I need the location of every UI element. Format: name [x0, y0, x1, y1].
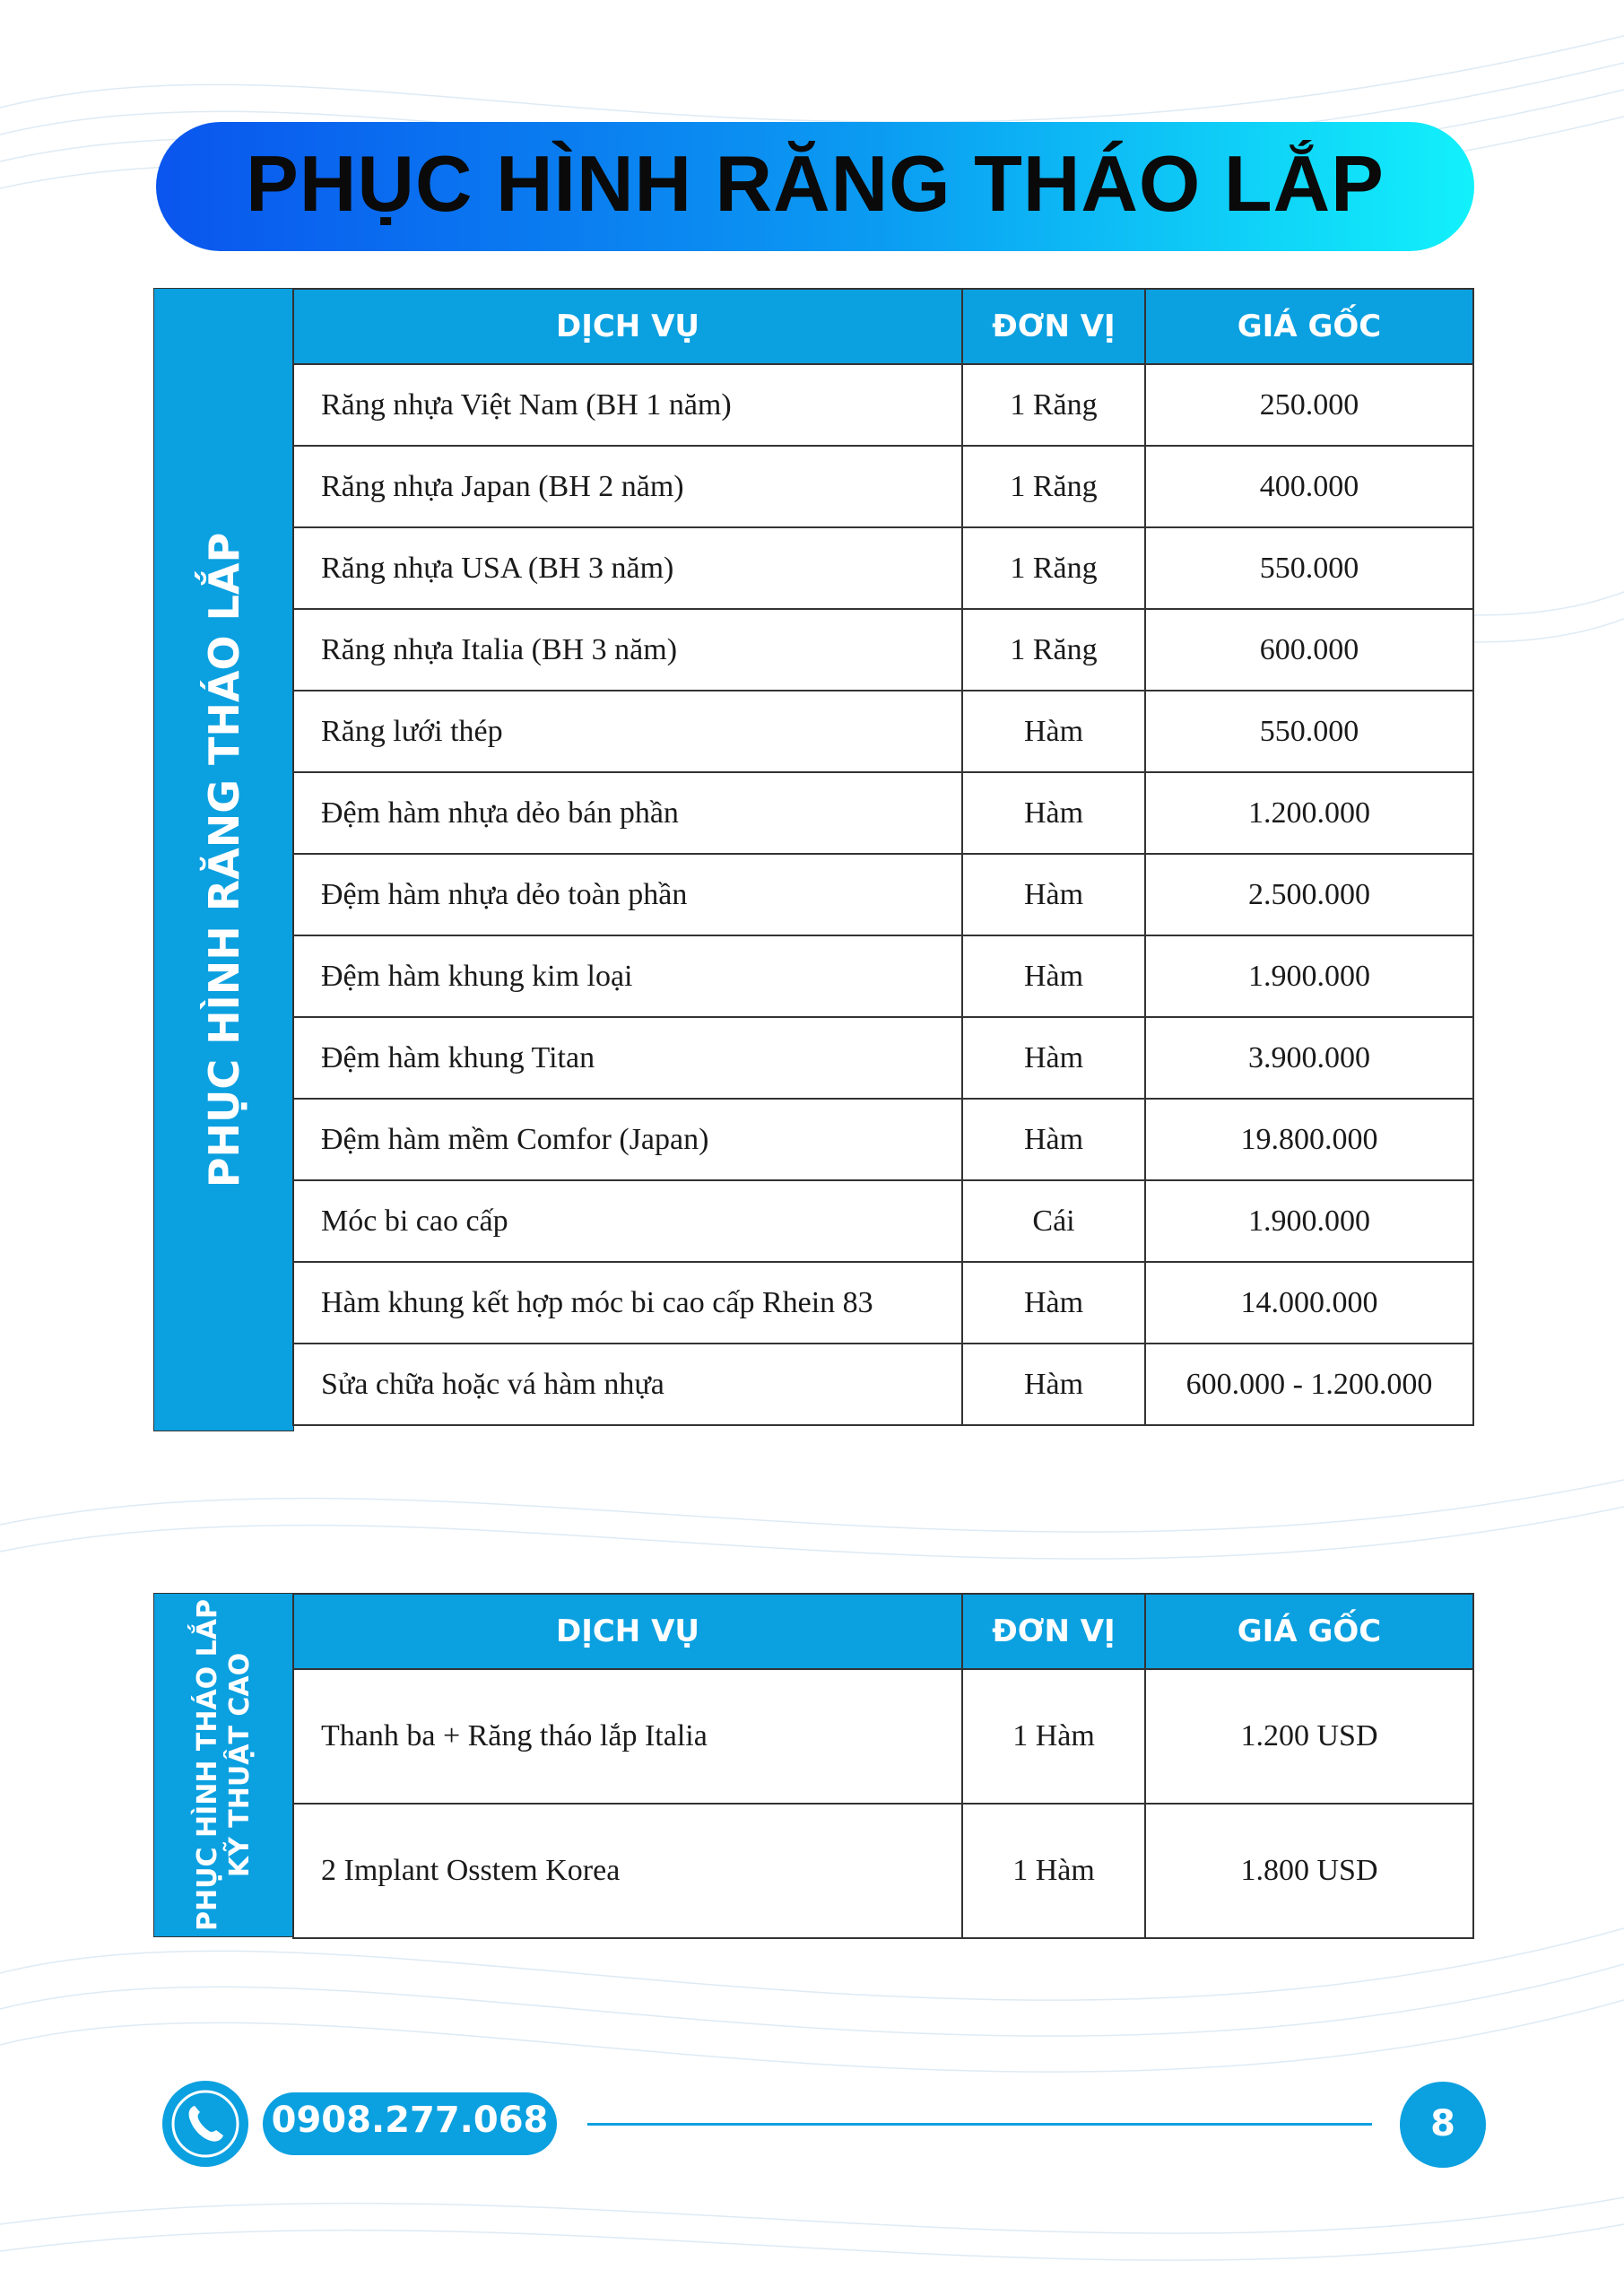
table-row: [293, 609, 1473, 691]
service-cell: Sửa chữa hoặc vá hàm nhựa: [293, 1344, 962, 1425]
section-high-tech-dentures: [153, 1593, 1472, 1937]
header-unit: ĐƠN VỊ: [962, 1594, 1145, 1669]
unit-cell: 1 Răng: [962, 609, 1145, 691]
unit-cell: Hàm: [962, 1017, 1145, 1099]
table-row: [293, 1804, 1473, 1938]
phone-number: 0908.277.068: [271, 2100, 549, 2141]
price-cell: 1.900.000: [1145, 935, 1473, 1017]
service-cell: Răng nhựa Italia (BH 3 năm): [293, 609, 962, 691]
section1-side-label: [153, 288, 294, 1431]
unit-cell: Hàm: [962, 935, 1145, 1017]
page-title: PHỤC HÌNH RĂNG THÁO LẮP: [246, 139, 1385, 228]
unit-cell: Hàm: [962, 1344, 1145, 1425]
page-title-banner: [156, 122, 1474, 251]
table-row: [293, 1669, 1473, 1804]
price-cell: 19.800.000: [1145, 1099, 1473, 1180]
service-cell: Đệm hàm nhựa dẻo bán phần: [293, 772, 962, 854]
unit-cell: Hàm: [962, 772, 1145, 854]
price-cell: 550.000: [1145, 527, 1473, 609]
service-cell: Móc bi cao cấp: [293, 1180, 962, 1262]
section2-side-label-text: [192, 1599, 256, 1931]
unit-cell: 1 Răng: [962, 527, 1145, 609]
price-cell: 400.000: [1145, 446, 1473, 527]
section2-price-table: [292, 1593, 1474, 1939]
page-number: 8: [1430, 2103, 1455, 2144]
service-cell: Răng lưới thép: [293, 691, 962, 772]
price-cell: 550.000: [1145, 691, 1473, 772]
unit-cell: Hàm: [962, 1099, 1145, 1180]
page-number-badge: [1400, 2082, 1486, 2168]
table-header-row: [293, 289, 1473, 364]
table-row: [293, 364, 1473, 446]
price-cell: 3.900.000: [1145, 1017, 1473, 1099]
unit-cell: 1 Răng: [962, 446, 1145, 527]
header-price: GIÁ GỐC: [1145, 289, 1473, 364]
unit-cell: 1 Hàm: [962, 1804, 1145, 1938]
header-service: DỊCH VỤ: [293, 1594, 962, 1669]
section2-side-label-line2: KỸ THUẬT CAO: [223, 1652, 256, 1878]
unit-cell: Cái: [962, 1180, 1145, 1262]
table-row: [293, 1180, 1473, 1262]
service-cell: Răng nhựa Việt Nam (BH 1 năm): [293, 364, 962, 446]
table-row: [293, 691, 1473, 772]
service-cell: Răng nhựa USA (BH 3 năm): [293, 527, 962, 609]
service-cell: 2 Implant Osstem Korea: [293, 1804, 962, 1938]
table-row: [293, 1017, 1473, 1099]
price-cell: 1.900.000: [1145, 1180, 1473, 1262]
section1-price-table: [292, 288, 1474, 1426]
phone-icon[interactable]: [162, 2081, 248, 2167]
price-cell: 1.200.000: [1145, 772, 1473, 854]
table-header-row: [293, 1594, 1473, 1669]
table-row: [293, 854, 1473, 935]
service-cell: Đệm hàm nhựa dẻo toàn phần: [293, 854, 962, 935]
service-cell: Đệm hàm mềm Comfor (Japan): [293, 1099, 962, 1180]
service-cell: Thanh ba + Răng tháo lắp Italia: [293, 1669, 962, 1804]
price-cell: 1.800 USD: [1145, 1804, 1473, 1938]
service-cell: Đệm hàm khung Titan: [293, 1017, 962, 1099]
table-row: [293, 935, 1473, 1017]
unit-cell: Hàm: [962, 691, 1145, 772]
section1-side-label-text: PHỤC HÌNH RĂNG THÁO LẮP: [199, 532, 248, 1187]
header-service: DỊCH VỤ: [293, 289, 962, 364]
unit-cell: Hàm: [962, 854, 1145, 935]
section-removable-dentures: [153, 288, 1472, 1431]
table-row: [293, 446, 1473, 527]
header-price: GIÁ GỐC: [1145, 1594, 1473, 1669]
header-unit: ĐƠN VỊ: [962, 289, 1145, 364]
phone-number-badge[interactable]: [263, 2092, 557, 2155]
section2-side-label: [153, 1593, 294, 1937]
section2-side-label-line1: PHỤC HÌNH THÁO LẮP: [191, 1599, 223, 1931]
price-cell: 600.000 - 1.200.000: [1145, 1344, 1473, 1425]
price-cell: 250.000: [1145, 364, 1473, 446]
price-cell: 2.500.000: [1145, 854, 1473, 935]
unit-cell: Hàm: [962, 1262, 1145, 1344]
table-row: [293, 1262, 1473, 1344]
unit-cell: 1 Hàm: [962, 1669, 1145, 1804]
service-cell: Đệm hàm khung kim loại: [293, 935, 962, 1017]
price-cell: 14.000.000: [1145, 1262, 1473, 1344]
service-cell: Hàm khung kết hợp móc bi cao cấp Rhein 83: [293, 1262, 962, 1344]
price-cell: 1.200 USD: [1145, 1669, 1473, 1804]
table-row: [293, 1099, 1473, 1180]
price-cell: 600.000: [1145, 609, 1473, 691]
table-row: [293, 772, 1473, 854]
table-row: [293, 527, 1473, 609]
unit-cell: 1 Răng: [962, 364, 1145, 446]
footer-divider: [587, 2123, 1372, 2126]
service-cell: Răng nhựa Japan (BH 2 năm): [293, 446, 962, 527]
table-row: [293, 1344, 1473, 1425]
